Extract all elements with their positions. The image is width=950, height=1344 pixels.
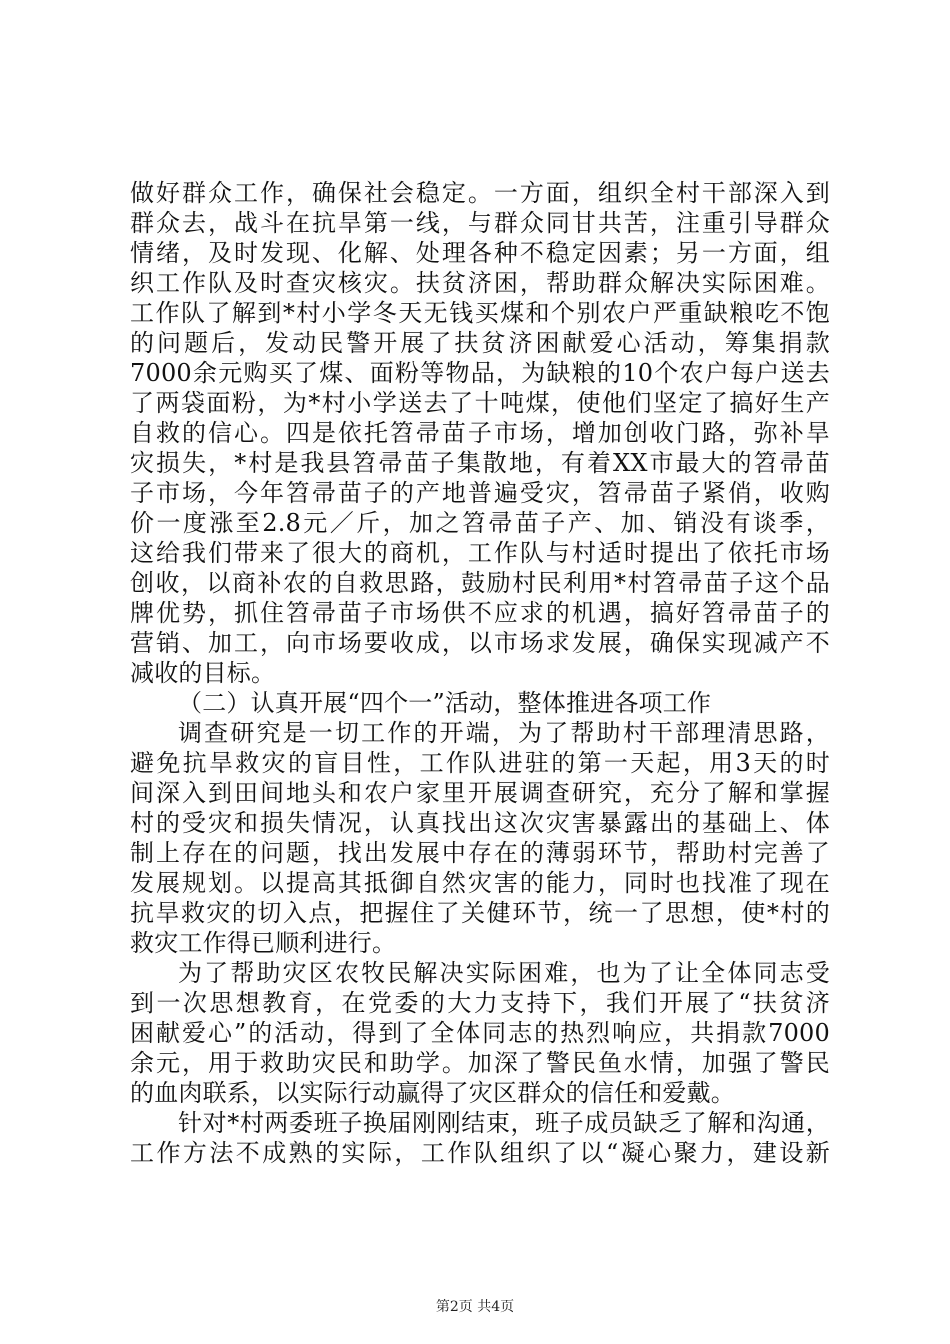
paragraph-first-line: 调查研究是一切工作的开端，为了帮助村干部理清思路， (178, 719, 830, 747)
text-line: 灾损失，*村是我县笤帚苗子集散地，有着XX市最大的笤帚苗 (130, 449, 830, 477)
text-line: 7000余元购买了煤、面粉等物品，为缺粮的10个农户每户送去 (130, 359, 830, 387)
text-line: 织工作队及时查灾核灾。扶贫济困，帮助群众解决实际困难。 (130, 269, 830, 297)
text-line: 牌优势，抓住笤帚苗子市场供不应求的机遇，搞好笤帚苗子的 (130, 599, 830, 627)
text-line: 困献爱心”的活动，得到了全体同志的热烈响应，共捐款7000 (130, 1019, 830, 1047)
text-line: 抗旱救灾的切入点，把握住了关健环节，统一了思想，使*村的 (130, 899, 830, 927)
text-line: 创收，以商补农的自救思路，鼓励村民利用*村笤帚苗子这个品 (130, 569, 830, 597)
text-line: 余元，用于救助灾民和助学。加深了警民鱼水情，加强了警民 (130, 1049, 830, 1077)
text-line: 子市场，今年笤帚苗子的产地普遍受灾，笤帚苗子紧俏，收购 (130, 479, 830, 507)
paragraph-first-line: 为了帮助灾区农牧民解决实际困难，也为了让全体同志受 (178, 959, 830, 987)
text-line: 制上存在的问题，找出发展中存在的薄弱环节，帮助村完善了 (130, 839, 830, 867)
text-line: 避免抗旱救灾的盲目性，工作队进驻的第一天起，用3天的时 (130, 749, 830, 777)
text-line: 这给我们带来了很大的商机，工作队与村适时提出了依托市场 (130, 539, 830, 567)
text-line: 群众去，战斗在抗旱第一线，与群众同甘共苦，注重引导群众 (130, 209, 830, 237)
text-line: 工作方法不成熟的实际，工作队组织了以“凝心聚力，建设新 (130, 1139, 830, 1167)
text-line: 营销、加工，向市场要收成，以市场求发展，确保实现减产不 (130, 629, 830, 657)
text-line: 自救的信心。四是依托笤帚苗子市场，增加创收门路，弥补旱 (130, 419, 830, 447)
text-line: 减收的目标。 (130, 659, 276, 687)
text-line: 工作队了解到*村小学冬天无钱买煤和个别农户严重缺粮吃不饱 (130, 299, 830, 327)
text-line: 了两袋面粉，为*村小学送去了十吨煤，使他们坚定了搞好生产 (130, 389, 830, 417)
text-line: 间深入到田间地头和农户家里开展调查研究，充分了解和掌握 (130, 779, 830, 807)
text-line: 救灾工作得已顺利进行。 (130, 929, 397, 957)
text-line: 到一次思想教育，在党委的大力支持下，我们开展了“扶贫济 (130, 989, 830, 1017)
paragraph-first-line: 针对*村两委班子换届刚刚结束，班子成员缺乏了解和沟通， (178, 1109, 830, 1137)
text-line: 情绪，及时发现、化解、处理各种不稳定因素；另一方面，组 (130, 239, 830, 267)
text-line: 的问题后，发动民警开展了扶贫济困献爱心活动，筹集捐款 (130, 329, 830, 357)
text-line: 价一度涨至2.8元／斤，加之笤帚苗子产、加、销没有谈季， (130, 509, 830, 537)
text-line: 的血肉联系，以实际行动赢得了灾区群众的信任和爱戴。 (130, 1079, 735, 1107)
body-text (130, 178, 830, 1168)
section-heading: （二）认真开展“四个一”活动，整体推进各项工作 (178, 689, 712, 717)
text-line: 村的受灾和损失情况，认真找出这次灾害暴露出的基础上、体 (130, 809, 830, 837)
text-line: 发展规划。以提高其抵御自然灾害的能力，同时也找准了现在 (130, 869, 830, 897)
page-number-footer: 第2页 共4页 (435, 1299, 515, 1315)
text-line: 做好群众工作，确保社会稳定。一方面，组织全村干部深入到 (130, 179, 830, 207)
